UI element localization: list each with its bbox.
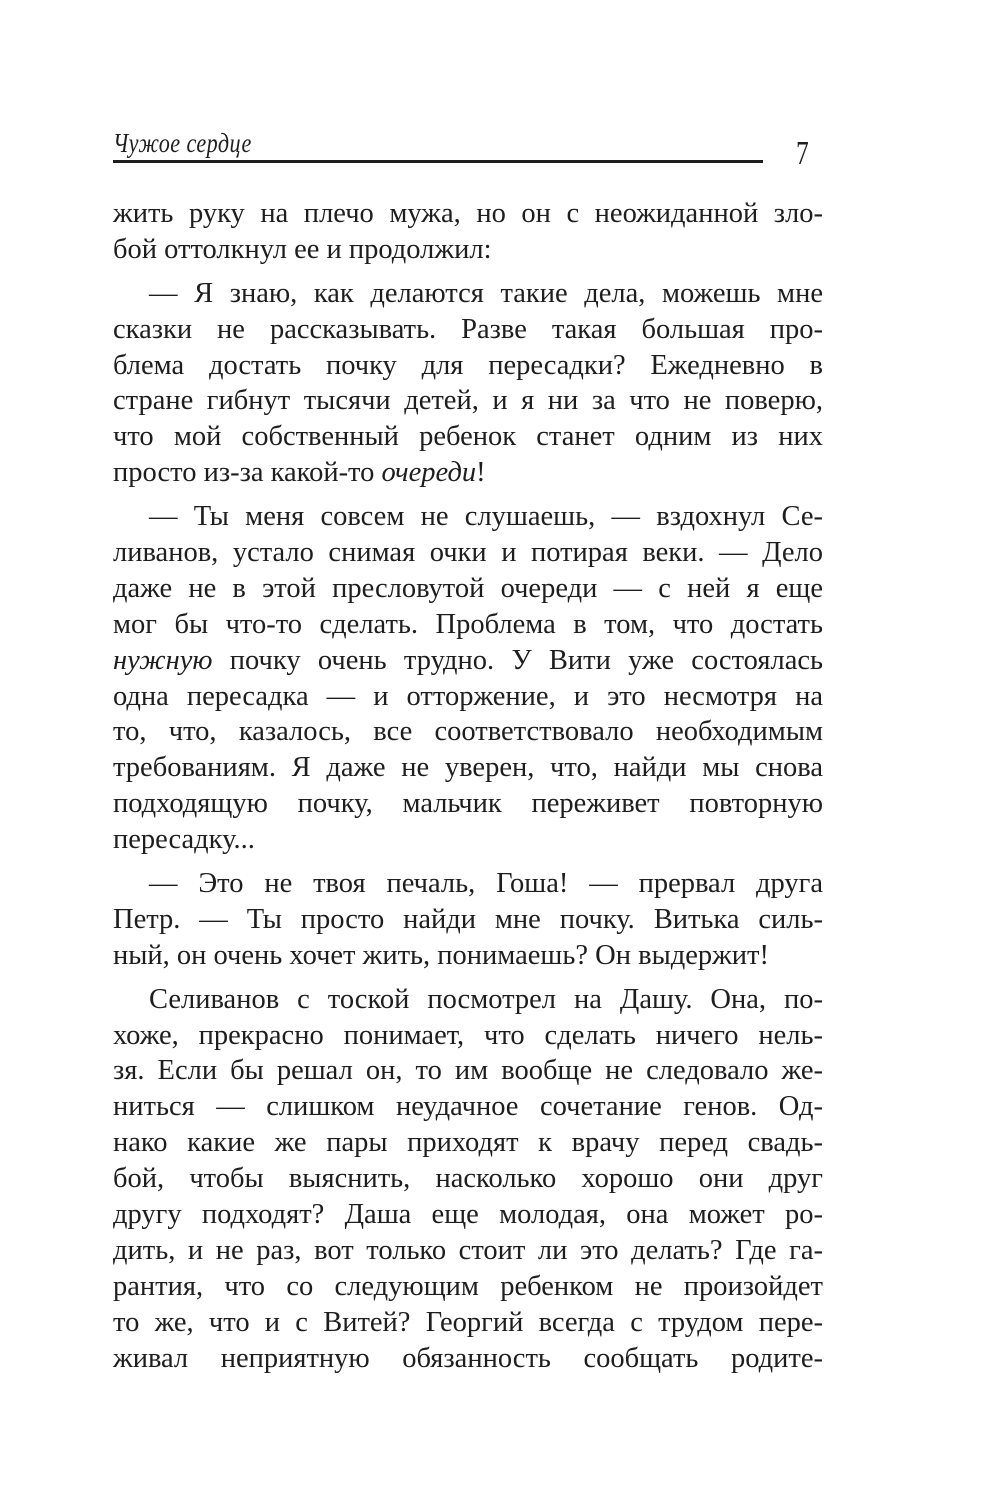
- text-line: другу подходят? Даша еще молодая, она может ро-: [113, 1199, 823, 1231]
- text-line: даже не в этой пресловутой очереди — с ней я еще: [113, 572, 823, 604]
- text-line: требованиям. Я даже не уверен, что, найди мы снова: [113, 752, 823, 784]
- text-line: ниться — слишком неудачное сочетание генов. Од-: [113, 1091, 823, 1123]
- text-line: живал неприятную обязанность сообщать родите-: [113, 1342, 823, 1374]
- text-line: хоже, прекрасно понимает, что сделать ничего нель-: [113, 1019, 823, 1051]
- body-text: [113, 196, 823, 1377]
- header-rule: [113, 160, 763, 163]
- running-title: Чужое сердце: [113, 128, 252, 158]
- text-line: то же, что и с Витей? Георгий всегда с трудом пере-: [113, 1306, 823, 1338]
- text-line: стране гибнут тысячи детей, и я ни за что не поверю,: [113, 385, 823, 417]
- text-line: бой оттолкнул ее и продолжил:: [113, 233, 492, 265]
- text-line: — Ты меня совсем не слушаешь, — вздохнул Се-: [149, 501, 823, 533]
- text-run: просто из-за какой-то: [113, 457, 382, 489]
- text-line: пересадку...: [113, 824, 255, 856]
- page-number: 7: [796, 135, 809, 172]
- text-line: [113, 455, 823, 491]
- text-line: [113, 643, 823, 679]
- emphasis-word: очереди: [381, 457, 477, 489]
- text-line: жить руку на плечо мужа, но он с неожиданной зло-: [113, 198, 823, 229]
- emphasis-word: нужную: [113, 644, 213, 676]
- text-run: !: [476, 457, 486, 489]
- text-line: что мой собственный ребенок станет одним из них: [113, 421, 823, 453]
- text-line: зя. Если бы решал он, то им вообще не следовало же-: [113, 1055, 823, 1087]
- text-line: бой, чтобы выяснить, насколько хорошо они друг: [113, 1163, 823, 1195]
- text-run: почку очень трудно. У Вити уже состоялась: [212, 644, 823, 676]
- text-line: — Я знаю, как делаются такие дела, можешь мне: [149, 277, 823, 309]
- text-line: то, что, казалось, все соответствовало необходимым: [113, 716, 823, 748]
- text-line: — Это не твоя печаль, Гоша! — прервал друга: [149, 868, 823, 900]
- text-line: мог бы что-то сделать. Проблема в том, что достать: [113, 608, 823, 640]
- text-line: Петр. — Ты просто найди мне почку. Витька силь-: [113, 903, 823, 935]
- text-line: нако какие же пары приходят к врачу перед свадь-: [113, 1127, 823, 1159]
- text-line: ный, он очень хочет жить, понимаешь? Он выдержит!: [113, 939, 770, 971]
- text-line: ливанов, устало снимая очки и потирая веки. — Дело: [113, 537, 823, 569]
- text-line: дить, и не раз, вот только стоит ли это делать? Где га-: [113, 1234, 823, 1266]
- text-line: блема достать почку для пересадки? Ежедневно в: [113, 349, 823, 381]
- text-line: одна пересадка — и отторжение, и это несмотря на: [113, 680, 823, 712]
- text-line: Селиванов с тоской посмотрел на Дашу. Она, по-: [149, 983, 823, 1015]
- text-line: сказки не рассказывать. Разве такая большая про-: [113, 313, 823, 345]
- text-line: рантия, что со следующим ребенком не произойдет: [113, 1270, 823, 1302]
- text-line: подходящую почку, мальчик переживет повторную: [113, 788, 823, 820]
